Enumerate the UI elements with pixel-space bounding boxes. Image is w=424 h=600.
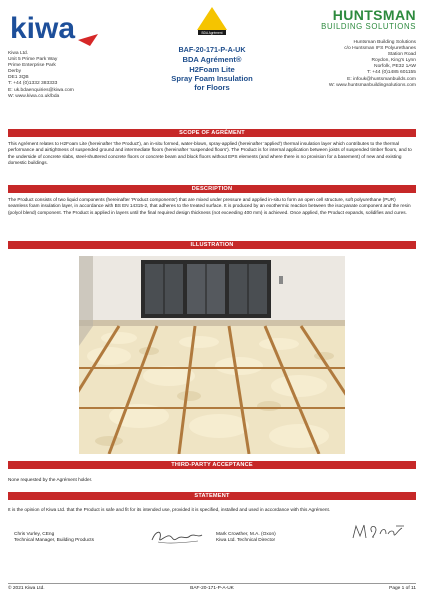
- kiwa-logo: [8, 8, 100, 48]
- kiwa-website-link[interactable]: W: www.kiwa.co.uk/bda: [8, 93, 60, 99]
- huntsman-logo-top: HUNTSMAN: [332, 7, 416, 23]
- kiwa-address: [8, 51, 118, 100]
- signature-left-image: [148, 526, 204, 548]
- signatory-left: [14, 532, 94, 544]
- huntsman-phone: T: +44 (0)1485 601155: [367, 70, 416, 76]
- bda-agrement-logo: [195, 6, 229, 36]
- scope-section-bar: SCOPE OF AGRÉMENT: [8, 129, 416, 137]
- kiwa-phone: T: +44 (0)1332 383333: [8, 81, 58, 87]
- description-section-bar: DESCRIPTION: [8, 185, 416, 193]
- huntsman-address-line: Roydon, King's Lynn: [371, 58, 416, 64]
- third-party-section-bar: THIRD-PARTY ACCEPTANCE: [8, 461, 416, 469]
- statement-text: It is the opinion of Kiwa Ltd. that the Product is safe and fit for its intended use, provided it is specified, installed and used in accordance with this Agrément.: [8, 507, 331, 512]
- illustration-photo: [79, 256, 345, 454]
- kiwa-address-line: Unit 5 Prime Park Way: [8, 57, 58, 63]
- signatory-left-role: Technical Manager, Building Products: [14, 538, 94, 543]
- huntsman-address-line: Huntsman Building Solutions: [353, 40, 416, 45]
- kiwa-address-line: Kiwa Ltd.: [8, 51, 29, 56]
- product-subtitle-2: for Floors: [194, 83, 230, 92]
- bda-logo-caption: BDA Agrément: [201, 31, 223, 36]
- certificate-title-block: [130, 6, 294, 92]
- signatory-right-name: Mark Crowther, M.A. (Oxon): [216, 532, 276, 537]
- kiwa-address-line: Derby: [8, 69, 22, 75]
- bda-triangle-icon: [197, 7, 227, 30]
- huntsman-website-link[interactable]: W: www.huntsmanbuildingsolutions.com: [328, 82, 416, 88]
- huntsman-logo-bottom: BUILDING SOLUTIONS: [321, 22, 416, 31]
- kiwa-logo-text: kiwa: [10, 12, 76, 45]
- huntsman-email-link[interactable]: E: infouk@huntsmanbuilds.com: [347, 76, 416, 82]
- kiwa-email-link[interactable]: E: uk.bdaenquiries@kiwa.com: [8, 87, 74, 93]
- huntsman-address-line: Station Road: [387, 52, 416, 58]
- huntsman-address-line: c/o Huntsman IFS Polyurethanes: [344, 46, 416, 52]
- third-party-text: None requested by the Agrément holder.: [8, 477, 93, 482]
- signatory-left-name: Chris Vurley, CEng: [14, 532, 55, 537]
- description-text: The Product consists of two liquid components (hereinafter 'Product components') that are mixed under pressure and applied in-situ to form an open cell structure, soft polyurethane (PUR) seamless foam insulation layer, in accordance with BS EN 14315-2, that adheres to the treated surface. It is produced by an exothermic reaction between the isocyanate component and the resin (polyol blend) component. The Product is applied in layers until the final required design thickness (not exceeding 400 mm) is achieved. Once applied, the Product expands, solidifies and cures.: [8, 197, 411, 215]
- kiwa-address-line: DE1 3QB: [8, 75, 29, 81]
- illustration-section-bar: ILLUSTRATION: [8, 241, 416, 249]
- footer-doc-number: BAF-20-171-P-A-UK: [190, 586, 234, 591]
- signature-right-image: [350, 520, 408, 544]
- certificate-number: BAF-20-171-P-A-UK: [178, 45, 246, 54]
- kiwa-header: [8, 8, 118, 100]
- bda-agrement-title: BDA Agrément®: [182, 55, 242, 64]
- footer-page-number: Page 1 of 11: [389, 586, 416, 591]
- signatory-right-role: Kiwa Ltd. Technical Director: [216, 538, 276, 543]
- signatory-right: [216, 532, 276, 544]
- kiwa-address-line: Prime Enterprise Park: [8, 63, 56, 69]
- footer-copyright: © 2021 Kiwa Ltd.: [8, 586, 45, 591]
- scope-text: This Agrément relates to H2Foam Lite (hereinafter 'the Product'), an in-situ formed, water-blown, spray-applied (hereinafter 'applied') thermal insulation layer which contributes to the thermal performance and airtightness of suspended ground and intermediate floors (hereinafter 'suspended floors'). The Product is for internal application between joists of suspended timber floors, and to the underside of concrete slabs, steel-shuttered concrete floors or concrete beam and block floors without EPS elements (and where there is no provision for a basement) of new and existing domestic buildings.: [8, 141, 412, 165]
- product-name: H2Foam Lite: [189, 65, 235, 74]
- huntsman-address: [276, 40, 416, 89]
- huntsman-header: [276, 8, 416, 89]
- statement-section-bar: STATEMENT: [8, 492, 416, 500]
- kiwa-logo-mark-icon: [78, 34, 98, 46]
- huntsman-address-line: Norfolk, PE32 1AW: [374, 64, 416, 70]
- huntsman-logo: [321, 8, 416, 31]
- footer-divider: [8, 583, 416, 584]
- product-subtitle-1: Spray Foam Insulation: [171, 74, 253, 83]
